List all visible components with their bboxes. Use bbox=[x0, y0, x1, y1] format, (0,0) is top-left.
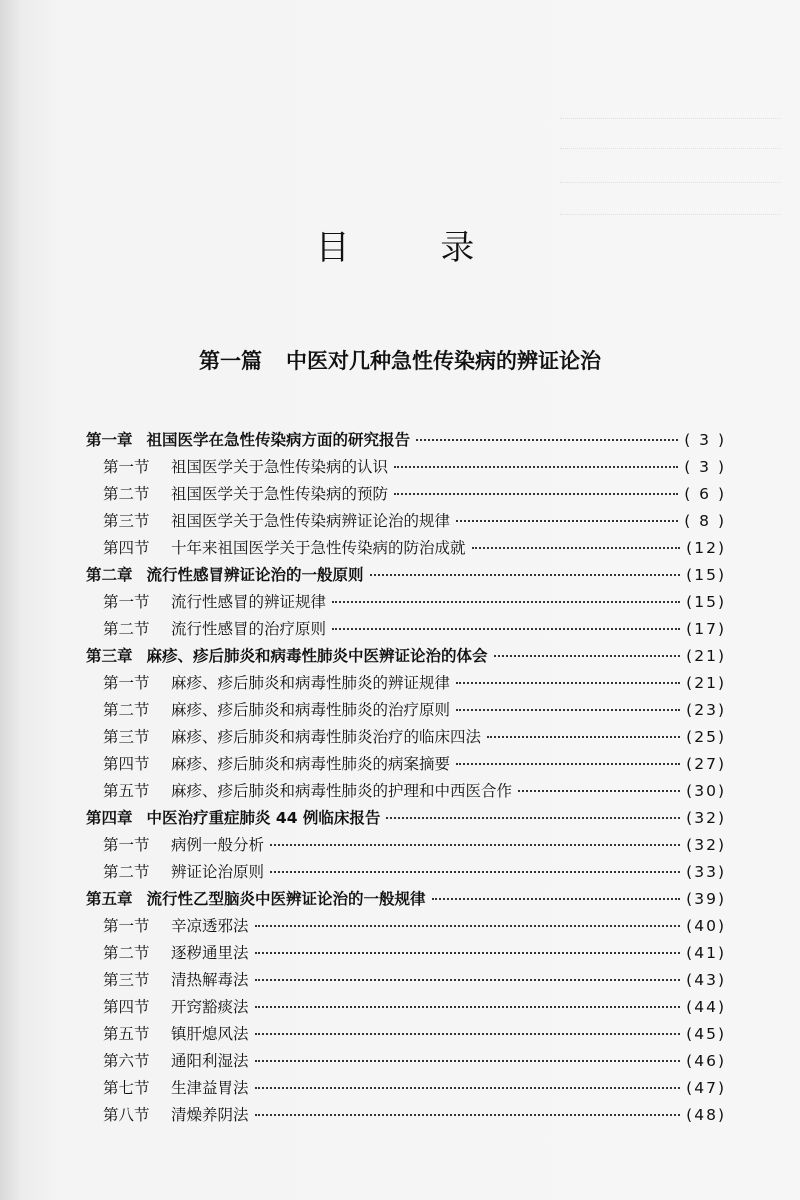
page-number: (45) bbox=[686, 1025, 726, 1043]
page-number: ( 8 ) bbox=[684, 512, 726, 530]
dot-leader bbox=[255, 1114, 681, 1116]
dot-leader bbox=[332, 628, 680, 630]
dot-leader bbox=[456, 682, 680, 684]
dot-leader bbox=[255, 1033, 681, 1035]
entry-number: 第五章 bbox=[86, 890, 133, 908]
part-heading bbox=[0, 345, 800, 375]
toc-section-entry[interactable] bbox=[86, 779, 726, 806]
entry-title: 辨证论治原则 bbox=[171, 863, 265, 881]
dot-leader bbox=[487, 736, 680, 738]
toc-chapter-entry[interactable] bbox=[86, 644, 726, 671]
page-number: (21) bbox=[686, 674, 726, 692]
page-number: (21) bbox=[686, 647, 726, 665]
toc-chapter-entry[interactable] bbox=[86, 806, 726, 833]
entry-number: 第二节 bbox=[103, 485, 150, 503]
entry-title: 麻疹、疹后肺炎和病毒性肺炎中医辨证论治的体会 bbox=[146, 647, 488, 665]
toc-chapter-entry[interactable] bbox=[86, 563, 726, 590]
page-number: (15) bbox=[686, 593, 726, 611]
toc-section-entry[interactable] bbox=[86, 590, 726, 617]
toc-section-entry[interactable] bbox=[86, 482, 726, 509]
dot-leader bbox=[494, 655, 681, 657]
page-number: (15) bbox=[686, 566, 726, 584]
entry-title: 麻疹、疹后肺炎和病毒性肺炎的辨证规律 bbox=[171, 674, 451, 692]
entry-title: 麻疹、疹后肺炎和病毒性肺炎的病案摘要 bbox=[171, 755, 451, 773]
part-title: 中医对几种急性传染病的辨证论治 bbox=[286, 349, 601, 373]
entry-title: 祖国医学关于急性传染病的认识 bbox=[171, 458, 389, 476]
toc-section-entry[interactable] bbox=[86, 968, 726, 995]
toc-section-entry[interactable] bbox=[86, 1103, 726, 1130]
entry-title: 流行性感冒辨证论治的一般原则 bbox=[146, 566, 364, 584]
page-number: (30) bbox=[686, 782, 726, 800]
toc-section-entry[interactable] bbox=[86, 914, 726, 941]
entry-number: 第四节 bbox=[103, 539, 150, 557]
entry-number: 第五节 bbox=[103, 1025, 150, 1043]
entry-number: 第三节 bbox=[103, 728, 150, 746]
toc-section-entry[interactable] bbox=[86, 1076, 726, 1103]
entry-number: 第七节 bbox=[103, 1079, 150, 1097]
toc-section-entry[interactable] bbox=[86, 995, 726, 1022]
entry-number: 第三章 bbox=[86, 647, 133, 665]
entry-number: 第六节 bbox=[103, 1052, 150, 1070]
dot-leader bbox=[270, 871, 680, 873]
toc-chapter-entry[interactable] bbox=[86, 428, 726, 455]
page-number: (43) bbox=[686, 971, 726, 989]
toc-chapter-entry[interactable] bbox=[86, 887, 726, 914]
dot-leader bbox=[456, 520, 678, 522]
entry-number: 第五节 bbox=[103, 782, 150, 800]
entry-number: 第三节 bbox=[103, 971, 150, 989]
entry-number: 第二节 bbox=[103, 863, 150, 881]
page-number: (27) bbox=[686, 755, 726, 773]
entry-title: 辛凉透邪法 bbox=[171, 917, 249, 935]
entry-title: 流行性感冒的辨证规律 bbox=[171, 593, 327, 611]
entry-number: 第四节 bbox=[103, 755, 150, 773]
dot-leader bbox=[255, 1006, 681, 1008]
page-number: (40) bbox=[686, 917, 726, 935]
entry-number: 第三节 bbox=[103, 512, 150, 530]
entry-title: 祖国医学关于急性传染病辨证论治的规律 bbox=[171, 512, 451, 530]
toc-section-entry[interactable] bbox=[86, 671, 726, 698]
toc-section-entry[interactable] bbox=[86, 725, 726, 752]
entry-number: 第二节 bbox=[103, 620, 150, 638]
entry-title: 十年来祖国医学关于急性传染病的防治成就 bbox=[171, 539, 466, 557]
dot-leader bbox=[370, 574, 681, 576]
bleed-through-line bbox=[560, 182, 780, 193]
page-number: ( 3 ) bbox=[684, 458, 726, 476]
entry-title: 清热解毒法 bbox=[171, 971, 249, 989]
dot-leader bbox=[472, 547, 681, 549]
entry-title: 生津益胃法 bbox=[171, 1079, 249, 1097]
entry-title: 麻疹、疹后肺炎和病毒性肺炎的治疗原则 bbox=[171, 701, 451, 719]
entry-title: 开窍豁痰法 bbox=[171, 998, 249, 1016]
page-number: (39) bbox=[686, 890, 726, 908]
page-number: (25) bbox=[686, 728, 726, 746]
entry-title: 逐秽通里法 bbox=[171, 944, 249, 962]
page-number: (12) bbox=[686, 539, 726, 557]
dot-leader bbox=[255, 925, 681, 927]
page-number: (33) bbox=[686, 863, 726, 881]
page-number: (47) bbox=[686, 1079, 726, 1097]
page-number: (23) bbox=[686, 701, 726, 719]
page-number: (32) bbox=[686, 836, 726, 854]
entry-number: 第一章 bbox=[86, 431, 133, 449]
entry-title: 流行性乙型脑炎中医辨证论治的一般规律 bbox=[146, 890, 426, 908]
entry-title: 麻疹、疹后肺炎和病毒性肺炎的护理和中西医合作 bbox=[171, 782, 513, 800]
entry-number: 第四节 bbox=[103, 998, 150, 1016]
entry-title: 通阳利湿法 bbox=[171, 1052, 249, 1070]
toc-section-entry[interactable] bbox=[86, 698, 726, 725]
page-number: (48) bbox=[686, 1106, 726, 1124]
entry-number: 第一节 bbox=[103, 917, 150, 935]
page-number: (32) bbox=[686, 809, 726, 827]
entry-number: 第一节 bbox=[103, 836, 150, 854]
entry-number: 第一节 bbox=[103, 674, 150, 692]
entry-number: 第八节 bbox=[103, 1106, 150, 1124]
entry-title: 流行性感冒的治疗原则 bbox=[171, 620, 327, 638]
toc-section-entry[interactable] bbox=[86, 752, 726, 779]
page-title: 目 录 bbox=[315, 228, 515, 268]
entry-number: 第一节 bbox=[103, 593, 150, 611]
page-number: ( 3 ) bbox=[684, 431, 726, 449]
page-number: (46) bbox=[686, 1052, 726, 1070]
entry-number: 第二节 bbox=[103, 701, 150, 719]
dot-leader bbox=[255, 979, 681, 981]
page-number: (44) bbox=[686, 998, 726, 1016]
dot-leader bbox=[255, 1060, 681, 1062]
page-number: (17) bbox=[686, 620, 726, 638]
toc-section-entry[interactable] bbox=[86, 617, 726, 644]
toc-section-entry[interactable] bbox=[86, 536, 726, 563]
dot-leader bbox=[332, 601, 680, 603]
page-number: (41) bbox=[686, 944, 726, 962]
dot-leader bbox=[456, 763, 680, 765]
dot-leader bbox=[386, 817, 680, 819]
dot-leader bbox=[432, 898, 681, 900]
bleed-through-line bbox=[560, 148, 780, 159]
entry-title: 祖国医学关于急性传染病的预防 bbox=[171, 485, 389, 503]
table-of-contents bbox=[86, 428, 726, 1130]
entry-title: 清燥养阴法 bbox=[171, 1106, 249, 1124]
dot-leader bbox=[255, 1087, 681, 1089]
page-number: ( 6 ) bbox=[684, 485, 726, 503]
entry-number: 第二章 bbox=[86, 566, 133, 584]
toc-section-entry[interactable] bbox=[86, 833, 726, 860]
entry-title: 镇肝熄风法 bbox=[171, 1025, 249, 1043]
toc-section-entry[interactable] bbox=[86, 941, 726, 968]
entry-title: 病例一般分析 bbox=[171, 836, 265, 854]
part-number: 第一篇 bbox=[199, 349, 262, 373]
entry-number: 第一节 bbox=[103, 458, 150, 476]
dot-leader bbox=[270, 844, 680, 846]
toc-section-entry[interactable] bbox=[86, 509, 726, 536]
entry-number: 第四章 bbox=[86, 809, 133, 827]
dot-leader bbox=[255, 952, 681, 954]
bleed-through-line bbox=[560, 118, 780, 129]
dot-leader bbox=[518, 790, 680, 792]
toc-section-entry[interactable] bbox=[86, 860, 726, 887]
dot-leader bbox=[416, 439, 678, 441]
entry-title: 中医治疗重症肺炎 44 例临床报告 bbox=[146, 809, 381, 827]
toc-section-entry[interactable] bbox=[86, 455, 726, 482]
entry-title: 祖国医学在急性传染病方面的研究报告 bbox=[146, 431, 411, 449]
dot-leader bbox=[394, 493, 678, 495]
dot-leader bbox=[456, 709, 680, 711]
entry-title: 麻疹、疹后肺炎和病毒性肺炎治疗的临床四法 bbox=[171, 728, 482, 746]
entry-number: 第二节 bbox=[103, 944, 150, 962]
toc-section-entry[interactable] bbox=[86, 1049, 726, 1076]
toc-section-entry[interactable] bbox=[86, 1022, 726, 1049]
dot-leader bbox=[394, 466, 678, 468]
